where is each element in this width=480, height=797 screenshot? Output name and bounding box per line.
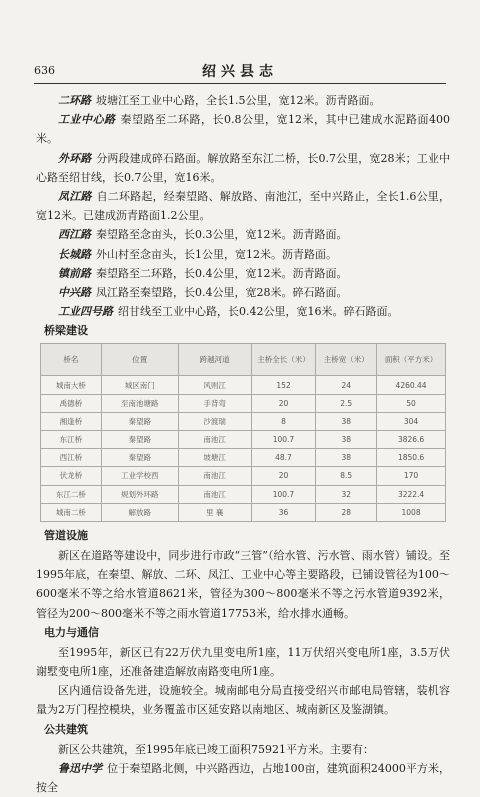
road-name: 中兴路 xyxy=(58,286,91,300)
road-desc: 坡塘江至工业中心路，全长1.5公里，宽12米。沥青路面。 xyxy=(96,94,381,107)
table-cell: 32 xyxy=(316,485,377,503)
table-cell: 手背弯 xyxy=(178,394,251,412)
table-cell: 36 xyxy=(251,503,316,521)
table-cell: 解放路 xyxy=(101,503,178,521)
road-desc: 凤江路至秦望路，长0.4公里，宽28米。碎石路面。 xyxy=(96,286,348,300)
table-cell: 3826.6 xyxy=(377,431,446,449)
road-desc: 自二环路起，经秦望路、解放路、南池江，至中兴路止，全长1.6公里，宽12米。已建成沥青路面1.2公里。 xyxy=(36,190,450,223)
table-cell: 38 xyxy=(316,449,377,467)
table-cell: 城南二桥 xyxy=(41,503,102,521)
table-cell: 28 xyxy=(316,503,377,521)
table-cell: 东江桥 xyxy=(41,431,102,449)
header-rule xyxy=(34,83,446,84)
table-cell: 38 xyxy=(316,431,377,449)
road-list xyxy=(36,91,450,321)
road-entry xyxy=(36,149,450,187)
table-cell: 湘逢桥 xyxy=(41,412,102,430)
table-cell: 100.7 xyxy=(251,431,316,449)
road-entry xyxy=(36,302,450,321)
table-row xyxy=(41,376,446,394)
table-cell: 东江二桥 xyxy=(41,485,102,503)
table-cell: 8 xyxy=(251,412,316,430)
column-header: 位置 xyxy=(101,344,178,376)
table-cell: 3222.4 xyxy=(377,485,446,503)
road-desc: 外山村至念亩头，长1公里，宽12米。沥青路面。 xyxy=(96,247,337,261)
page-content xyxy=(36,91,450,797)
column-header: 主桥宽（米） xyxy=(316,344,377,376)
table-cell: 2.5 xyxy=(316,394,377,412)
section-title-pipes: 管道设施 xyxy=(44,528,88,542)
table-cell: 沙渡瑞 xyxy=(178,412,251,430)
table-cell: 1008 xyxy=(377,503,446,521)
public-intro-paragraph: 新区公共建筑，至1995年底已竣工面积75921平方米。主要有： xyxy=(58,742,374,756)
table-cell: 100.7 xyxy=(251,485,316,503)
road-name: 二环路 xyxy=(58,94,91,107)
page-header xyxy=(34,56,446,82)
road-entry xyxy=(36,91,450,110)
telecom-paragraph: 区内通信设备先进，设施较全。城南邮电分局直接受绍兴市邮电局管辖，装机容量为2万门程控模块，业务覆盖市区延安路以南地区、城南新区及鉴湖镇。 xyxy=(36,684,450,717)
table-cell: 4260.44 xyxy=(377,376,446,394)
column-header: 面积（平方米） xyxy=(377,344,446,376)
table-cell: 南池江 xyxy=(178,467,251,485)
table-cell: 南池江 xyxy=(178,485,251,503)
page-number: 636 xyxy=(34,64,55,77)
table-row xyxy=(41,412,446,430)
table-cell: 里 襄 xyxy=(178,503,251,521)
table-row xyxy=(41,449,446,467)
power-paragraph: 至1995年，新区已有22万伏九里变电所1座，11万伏绍兴变电所1座，3.5万伏谢墅变电所1座，还准备建造解放南路变电所1座。 xyxy=(36,645,450,678)
section-title-bridges: 桥梁建设 xyxy=(44,324,88,338)
table-row xyxy=(41,467,446,485)
column-header: 桥名 xyxy=(41,344,102,376)
bridge-table-body xyxy=(41,376,446,522)
column-header: 跨越河道 xyxy=(178,344,251,376)
section-title-power: 电力与通信 xyxy=(44,625,99,639)
table-cell: 152 xyxy=(251,376,316,394)
table-cell: 秦望路 xyxy=(101,412,178,430)
table-cell: 伏龙桥 xyxy=(41,467,102,485)
table-cell: 至南池塘路 xyxy=(101,394,178,412)
road-desc: 秦望路至二环路，长0.8公里，宽12米，其中已建成水泥路面400米。 xyxy=(36,113,450,146)
table-header-row xyxy=(41,344,446,376)
table-cell: 南池江 xyxy=(178,431,251,449)
table-row xyxy=(41,503,446,521)
table-cell: 1850.6 xyxy=(377,449,446,467)
road-desc: 绍甘线至工业中心路，长0.42公里，宽16米。碎石路面。 xyxy=(118,305,399,319)
table-row xyxy=(41,485,446,503)
building-name: 鲁迅中学 xyxy=(58,761,103,775)
road-entry xyxy=(36,283,450,302)
table-cell: 8.5 xyxy=(316,467,377,485)
road-entry xyxy=(36,110,450,148)
table-cell: 坡塘江 xyxy=(178,449,251,467)
road-name: 西江路 xyxy=(58,228,91,242)
road-desc: 分两段建成碎石路面。解放路至东江二桥，长0.7公里，宽28米；工业中心路至绍甘线，长0.7公里，宽16米。 xyxy=(36,151,450,184)
table-cell: 20 xyxy=(251,394,316,412)
road-name: 工业中心路 xyxy=(58,113,116,127)
table-cell: 城南大桥 xyxy=(41,376,102,394)
bridge-table xyxy=(40,343,446,522)
road-name: 外环路 xyxy=(58,151,92,165)
pipe-paragraph: 新区在道路等建设中，同步进行市政“三管”（给水管、污水管、雨水管）铺设。至1995年底，在秦望、解放、二环、凤江、工业中心等主要路段，已铺设管径为100～600毫米不等之给水管道8621米，管径为300～800毫米不等之污水管道9392米，管径为200～800毫米不等之雨水管道17753米，给水排水通畅。 xyxy=(36,548,450,620)
table-cell: 20 xyxy=(251,467,316,485)
table-cell: 规划外环路 xyxy=(101,485,178,503)
table-cell: 禹德桥 xyxy=(41,394,102,412)
table-cell: 38 xyxy=(316,412,377,430)
table-cell: 50 xyxy=(377,394,446,412)
road-name: 工业四号路 xyxy=(58,305,113,319)
table-cell: 城区南门 xyxy=(101,376,178,394)
section-title-public: 公共建筑 xyxy=(44,722,88,736)
road-entry xyxy=(36,264,450,283)
table-cell: 秦望路 xyxy=(101,431,178,449)
table-cell: 西江桥 xyxy=(41,449,102,467)
table-row xyxy=(41,431,446,449)
road-desc: 秦望路至念亩头，长0.3公里，宽12米。沥青路面。 xyxy=(96,228,348,242)
table-cell: 304 xyxy=(377,412,446,430)
table-cell: 风则江 xyxy=(178,376,251,394)
table-cell: 工业学校西 xyxy=(101,467,178,485)
road-name: 长城路 xyxy=(58,247,91,261)
table-cell: 48.7 xyxy=(251,449,316,467)
column-header: 主桥全长（米） xyxy=(251,344,316,376)
road-name: 镇前路 xyxy=(58,266,91,280)
building-desc: 位于秦望路北侧，中兴路西边，占地100亩，建筑面积24000平方米，按全 xyxy=(36,761,450,794)
table-cell: 24 xyxy=(316,376,377,394)
road-desc: 秦望路至二环路，长0.4公里，宽12米。沥青路面。 xyxy=(96,266,348,280)
table-cell: 秦望路 xyxy=(101,449,178,467)
road-entry xyxy=(36,245,450,264)
road-entry xyxy=(36,225,450,244)
road-entry xyxy=(36,187,450,225)
road-name: 凤江路 xyxy=(58,190,92,204)
book-title: 绍兴县志 xyxy=(202,64,278,80)
table-cell: 170 xyxy=(377,467,446,485)
public-entry xyxy=(36,759,450,797)
table-row xyxy=(41,394,446,412)
